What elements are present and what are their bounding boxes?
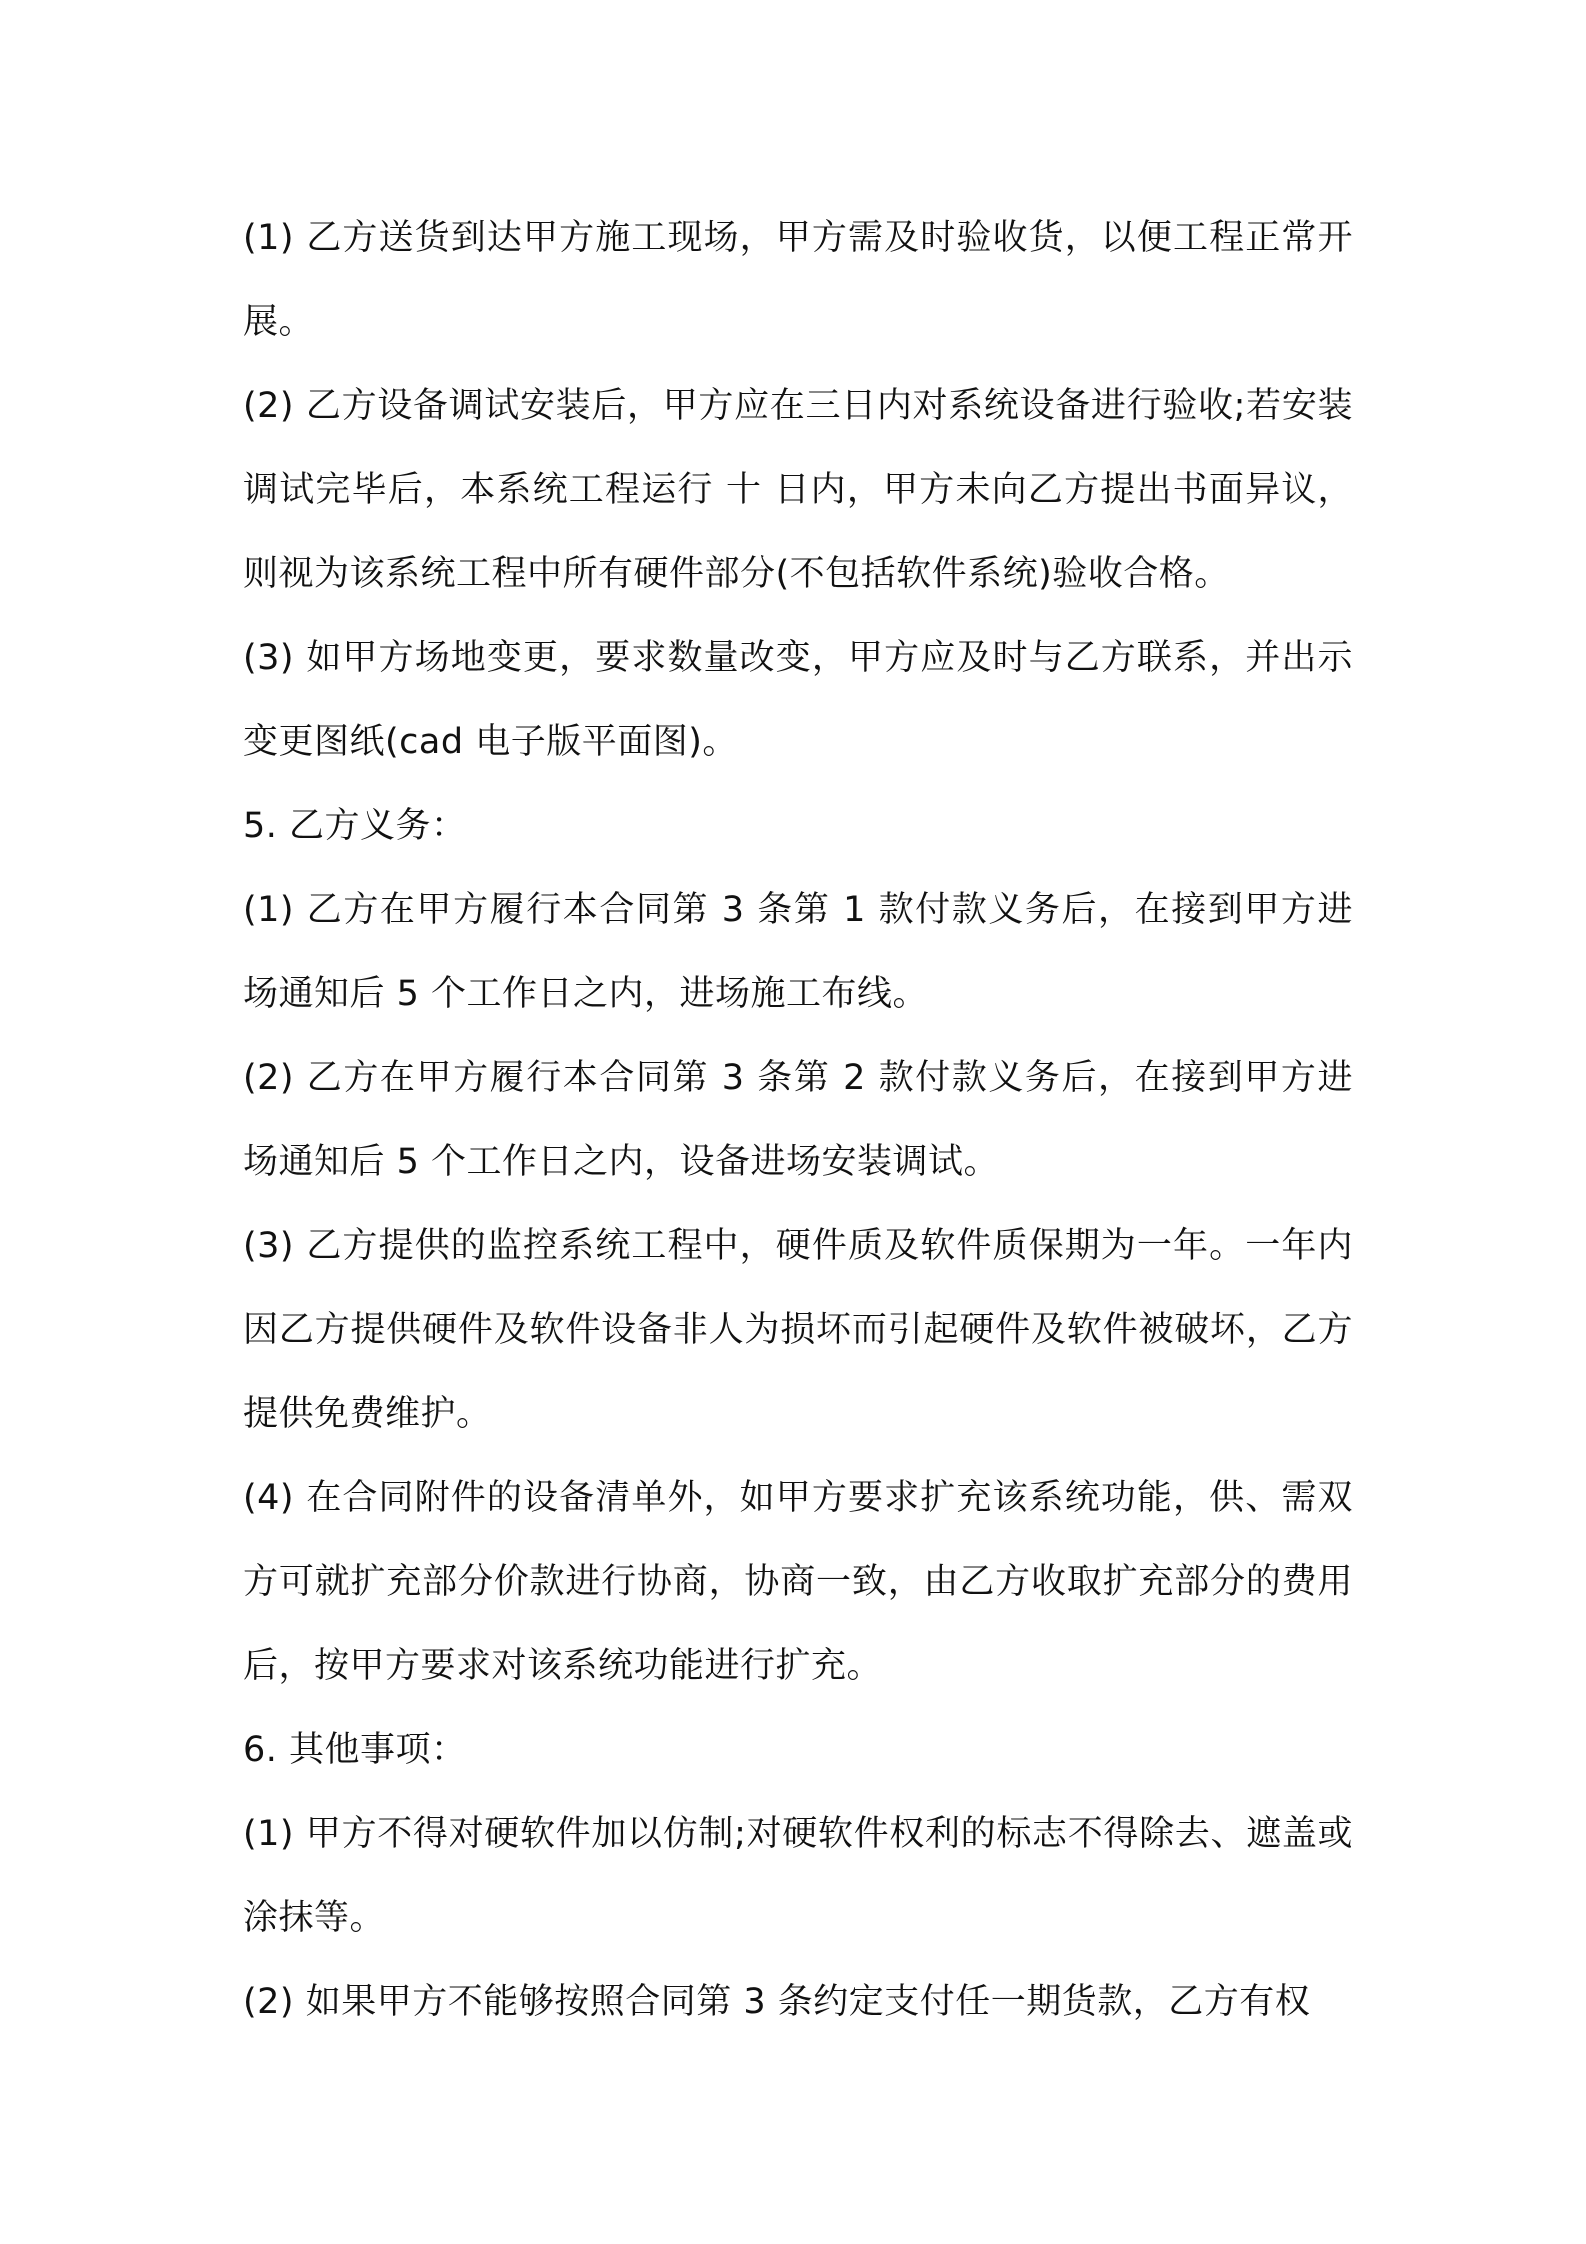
document-page [243, 196, 1353, 2044]
section-heading-5: 5. 乙方义务： [243, 806, 467, 846]
clause-obligation-1: (1) 乙方在甲方履行本合同第 3 条第 1 款付款义务后，在接到甲方进场通知后 5 个工作日之内，进场施工布线。 [243, 890, 1353, 1014]
clause-other-1: (1) 甲方不得对硬软件加以仿制;对硬软件权利的标志不得除去、遮盖或涂抹等。 [243, 1814, 1353, 1938]
clause-acceptance-2: (2) 乙方设备调试安装后，甲方应在三日内对系统设备进行验收;若安装调试完毕后，本系统工程运行 十 日内，甲方未向乙方提出书面异议，则视为该系统工程中所有硬件部分(不包括软件系统)验收合格。 [243, 386, 1353, 594]
section-heading-6: 6. 其他事项： [243, 1730, 467, 1770]
clause-obligation-2: (2) 乙方在甲方履行本合同第 3 条第 2 款付款义务后，在接到甲方进场通知后 5 个工作日之内，设备进场安装调试。 [243, 1058, 1353, 1182]
clause-acceptance-1: (1) 乙方送货到达甲方施工现场，甲方需及时验收货，以便工程正常开展。 [243, 218, 1353, 342]
clause-obligation-4: (4) 在合同附件的设备清单外，如甲方要求扩充该系统功能，供、需双方可就扩充部分价款进行协商，协商一致，由乙方收取扩充部分的费用后，按甲方要求对该系统功能进行扩充。 [243, 1478, 1353, 1686]
clause-obligation-3: (3) 乙方提供的监控系统工程中，硬件质及软件质保期为一年。一年内因乙方提供硬件及软件设备非人为损坏而引起硬件及软件被破坏，乙方提供免费维护。 [243, 1226, 1353, 1434]
clause-acceptance-3: (3) 如甲方场地变更，要求数量改变，甲方应及时与乙方联系，并出示变更图纸(cad 电子版平面图)。 [243, 638, 1353, 762]
clause-other-2: (2) 如果甲方不能够按照合同第 3 条约定支付任一期货款，乙方有权 [243, 1982, 1311, 2022]
